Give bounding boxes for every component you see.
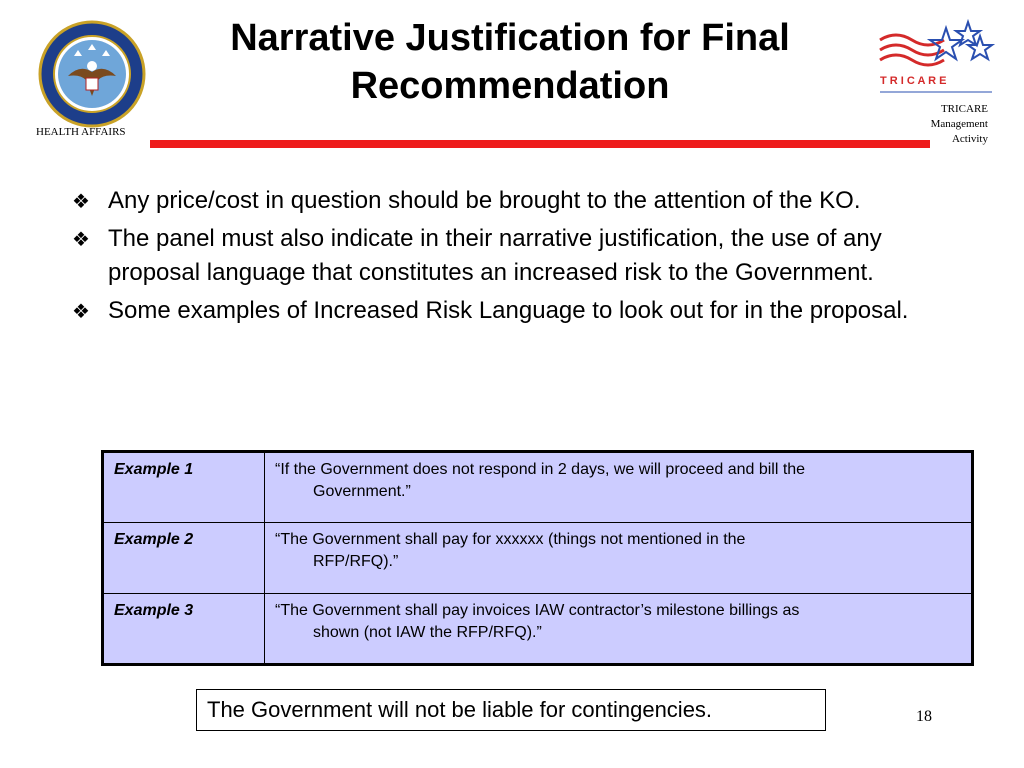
tma-line-1: TRICARE <box>940 103 988 115</box>
bullet-text: Some examples of Increased Risk Language to look out for in the proposal. <box>108 297 909 324</box>
diamond-bullet-icon: ❖ <box>72 189 90 213</box>
bullet-text: Any price/cost in question should be brought to the attention of the KO. <box>108 187 861 214</box>
bullet-item <box>72 222 952 290</box>
example-text <box>265 523 973 593</box>
example-text-line: “The Government shall pay for xxxxxx (things not mentioned in the <box>275 531 746 549</box>
tricare-logo-text: T R I C A R E <box>880 75 947 87</box>
example-text-line: shown (not IAW the RFP/RFQ).” <box>313 623 542 641</box>
example-text-line: Government.” <box>313 483 411 500</box>
example-label: Example 2 <box>103 523 265 593</box>
example-text-line: “If the Government does not respond in 2 days, we will proceed and bill the <box>275 461 806 478</box>
example-label: Example 1 <box>103 452 265 523</box>
tma-line-3: Activity <box>951 133 988 145</box>
health-affairs-caption: HEALTH AFFAIRS <box>36 126 126 138</box>
example-text <box>265 452 973 523</box>
page-number: 18 <box>916 708 932 725</box>
bullet-list <box>72 184 952 332</box>
example-label: Example 3 <box>103 593 265 664</box>
example-text-line: “The Government shall pay invoices IAW contractor’s milestone billings as <box>275 601 800 619</box>
dod-seal-icon <box>38 20 146 128</box>
tricare-logo-icon <box>876 18 996 98</box>
callout-box: The Government will not be liable for contingencies. <box>196 689 826 731</box>
title-line-2: Recommendation <box>350 65 670 107</box>
tma-caption <box>931 102 988 147</box>
table-row <box>103 593 973 664</box>
table-row <box>103 452 973 523</box>
bullet-item <box>72 294 952 328</box>
example-text-line: RFP/RFQ).” <box>313 553 399 571</box>
diamond-bullet-icon: ❖ <box>72 299 90 323</box>
bullet-text: The panel must also indicate in their narrative justification, the use of any proposal language that constitutes an increased risk to the Government. <box>108 225 882 286</box>
table-row <box>103 523 973 593</box>
page-title <box>150 14 870 110</box>
bullet-item <box>72 184 952 218</box>
title-line-1: Narrative Justification for Final <box>230 17 790 59</box>
example-text <box>265 593 973 664</box>
tma-line-2: Management <box>930 118 988 130</box>
examples-table <box>101 450 974 666</box>
diamond-bullet-icon: ❖ <box>72 227 90 251</box>
header-divider <box>150 140 930 148</box>
